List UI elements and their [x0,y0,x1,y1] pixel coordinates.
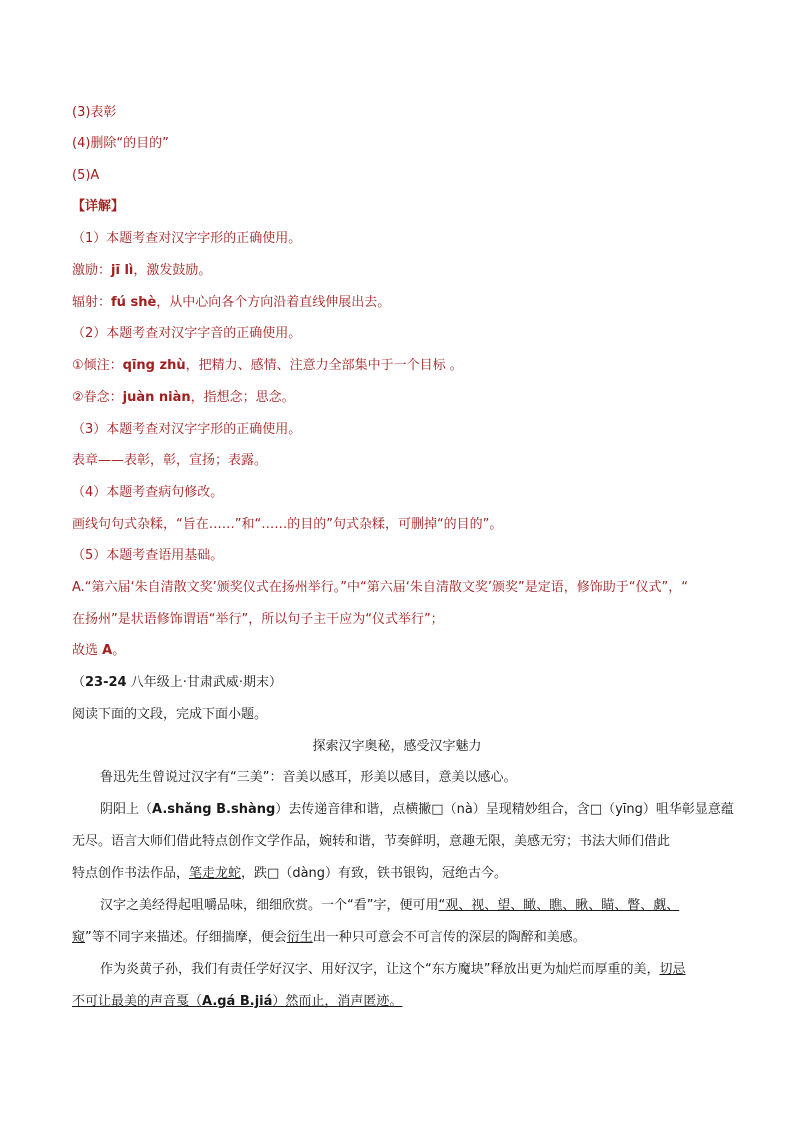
text: （dàng）有致，铁书银钩，冠绝古今。 [279,866,508,881]
detail-q4-text: 画线句句式杂糅，“旨在……”和“……的目的”句式杂糅，可删掉“的目的”。 [72,517,503,532]
detail-q5-text-2: 在扬州”是状语修饰谓语“举行”，所以句子主干应为“仪式举行”； [72,612,444,627]
word-label: 辐射： [72,295,112,310]
text: （yīng）咀华彰显意蕴 [602,802,734,817]
passage-title: 探索汉字奥秘，感受汉字魅力 [312,739,482,754]
blank-box: □ [589,802,603,817]
text: 出一种只可意会不可言传的深层的陶醉和美感。 [312,930,586,945]
definition: ，把精力、感情、注意力全部集中于一个目标 。 [185,358,463,373]
detail-q4: （4）本题考查病句修改。 [72,485,224,500]
text: 作为炎黄子孙，我们有责任学好汉字、用好汉字，让这个“东方魔块”释放出更为灿烂而厚重的美， [100,962,660,977]
detail-q5-text-1: A.“第六届‘朱自清散文奖’颁奖仪式在扬州举行。”中“第六届‘朱自清散文奖’颁奖”是定语，修饰助于“仪式”，“ [72,580,688,595]
answer-5: (5)A [72,168,100,183]
text: 汉字之美经得起咀嚼品味，细细欣赏。一个“看”字，便可用 [100,898,439,913]
conclusion-suffix: 。 [112,643,126,658]
text: 阴阳上（ [100,802,153,817]
answer-3: (3)表彰 [72,105,117,120]
passage-p1: 鲁迅先生曾说过汉字有“三美”：音美以感耳，形美以感目，意美以感心。 [100,770,517,785]
detail-heading: 【详解】 [72,199,125,214]
source-code: 23-24 [85,675,127,690]
passage-p2-line1 [100,801,734,819]
underlined-phrase: “观、视、望、瞰、瞧、瞅、瞄、瞥、觑、 [438,898,680,913]
detail-q3-text: 表章——表彰，彰，宣扬；表露。 [72,453,268,468]
detail-q5: （5）本题考查语用基础。 [72,548,224,563]
option-pinyin: A.shǎng B.shàng [152,802,276,817]
underlined-phrase: 笔走龙蛇 [189,866,242,881]
text: ）然而止，消声匿迹。 [272,994,403,1009]
underlined-phrase: 衍生 [286,930,313,945]
answer-4: (4)删除“的目的” [72,136,169,151]
passage-p2-line2: 无尽。语言大师们借此特点创作文学作品，婉转和谐，节奏鲜明，意趣无限，美感无穷；书法大师们借此 [72,834,671,849]
word-label: 激励： [72,263,112,278]
pinyin: qīng zhù [122,358,186,373]
detail-q2-word2 [72,389,295,407]
underlined-phrase: 切忌 [659,962,686,977]
passage-p4-line1 [100,961,686,979]
conclusion-answer: A [102,643,113,658]
conclusion-prefix: 故选 [72,643,103,658]
blank-box: □ [431,802,444,817]
detail-q5-conclusion [72,642,125,660]
detail-q1-word2 [72,294,390,312]
option-pinyin: A.gá B.jiá [202,994,273,1009]
source-line [72,674,282,692]
text: 不可让最美的声音戛（ [72,994,203,1009]
definition: ，激发鼓励。 [133,263,212,278]
source-rest: 八年级上·甘肃武威·期末） [126,675,282,690]
pinyin: jī lì [111,263,134,278]
definition: ，指想念；思念。 [190,390,295,405]
detail-q1-word1 [72,262,211,280]
pinyin: fú shè [111,295,157,310]
text: （nà）呈现精妙组合，含 [443,802,590,817]
word-label: ①倾注： [72,358,123,373]
source-prefix: （ [72,675,86,690]
detail-q1: （1）本题考查对汉字字形的正确使用。 [72,231,302,246]
passage-p3-line2 [72,929,586,947]
passage-p2-line3 [72,865,507,883]
detail-q2: （2）本题考查对汉字字音的正确使用。 [72,326,302,341]
text: ）去传递音律和谐，点横撇 [275,802,432,817]
underlined-phrase: 窥 [72,930,86,945]
pinyin: juàn niàn [122,390,191,405]
passage-p4-line2 [72,993,402,1011]
text: ”等不同字来描述。仔细揣摩，便会 [85,930,287,945]
blank-box: □ [267,866,280,881]
detail-q2-word1 [72,357,463,375]
definition: ，从中心向各个方向沿着直线伸展出去。 [156,295,391,310]
instruction: 阅读下面的文段，完成下面小题。 [72,707,268,722]
text: 特点创作书法作品， [72,866,190,881]
detail-q3: （3）本题考查对汉字字形的正确使用。 [72,422,302,437]
word-label: ②眷念： [72,390,123,405]
text: ，跌 [241,866,268,881]
passage-p3-line1 [100,897,679,915]
